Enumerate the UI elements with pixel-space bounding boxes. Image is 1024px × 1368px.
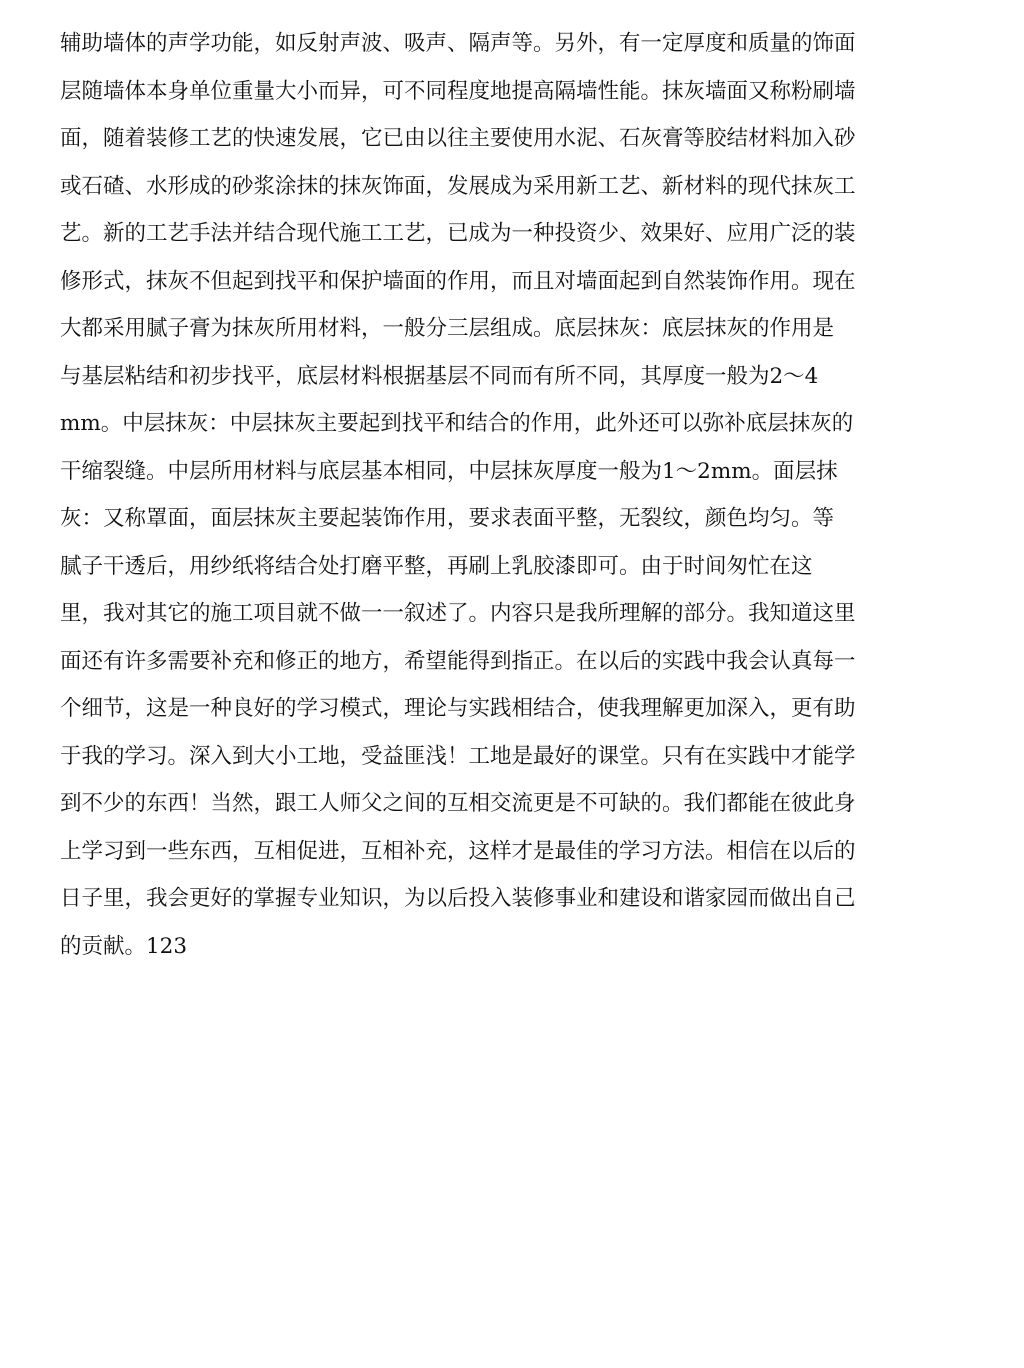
text-line: 干缩裂缝。中层所用材料与底层基本相同，中层抹灰厚度一般为1～2mm。面层抹 [60,458,838,484]
text-line: 里，我对其它的施工项目就不做一一叙述了。内容只是我所理解的部分。我知道这里 [60,601,856,626]
text-line: 面，随着装修工艺的快速发展，它已由以往主要使用水泥、石灰膏等胶结材料加入砂 [60,126,856,151]
text-line: 辅助墙体的声学功能，如反射声波、吸声、隔声等。另外，有一定厚度和质量的饰面 [60,31,856,56]
text-line: 层随墙体本身单位重量大小而异，可不同程度地提高隔墙性能。抹灰墙面又称粉刷墙 [60,78,856,104]
text-line: 面还有许多需要补充和修正的地方，希望能得到指正。在以后的实践中我会认真每一 [60,648,856,674]
text-line: 大都采用腻子膏为抹灰所用材料，一般分三层组成。底层抹灰：底层抹灰的作用是 [60,316,835,341]
text-line: 到不少的东西！当然，跟工人师父之间的互相交流更是不可缺的。我们都能在彼此身 [60,791,856,816]
text-line: 日子里，我会更好的掌握专业知识，为以后投入装修事业和建设和谐家园而做出自己 [60,886,856,911]
text-line: 上学习到一些东西，互相促进，互相补充，这样才是最佳的学习方法。相信在以后的 [60,838,856,864]
text-line: 灰：又称罩面，面层抹灰主要起装饰作用，要求表面平整，无裂纹，颜色均匀。等 [60,506,835,531]
text-line: mm。中层抹灰：中层抹灰主要起到找平和结合的作用，此外还可以弥补底层抹灰的 [60,411,854,436]
text-line: 艺。新的工艺手法并结合现代施工工艺，已成为一种投资少、效果好、应用广泛的装 [60,221,856,246]
text-line: 与基层粘结和初步找平，底层材料根据基层不同而有所不同，其厚度一般为2～4 [60,363,819,389]
body-text [60,20,940,970]
text-line: 腻子干透后，用纱纸将结合处打磨平整，再刷上乳胶漆即可。由于时间匆忙在这 [60,553,813,579]
text-line: 于我的学习。深入到大小工地，受益匪浅！工地是最好的课堂。只有在实践中才能学 [60,743,856,769]
text-line: 或石碴、水形成的砂浆涂抹的抹灰饰面，发展成为采用新工艺、新材料的现代抹灰工 [60,173,856,199]
text-line: 的贡献。123 [60,933,188,959]
text-line: 个细节，这是一种良好的学习模式，理论与实践相结合，使我理解更加深入，更有助 [60,696,856,721]
text-line: 修形式，抹灰不但起到找平和保护墙面的作用，而且对墙面起到自然装饰作用。现在 [60,268,856,294]
